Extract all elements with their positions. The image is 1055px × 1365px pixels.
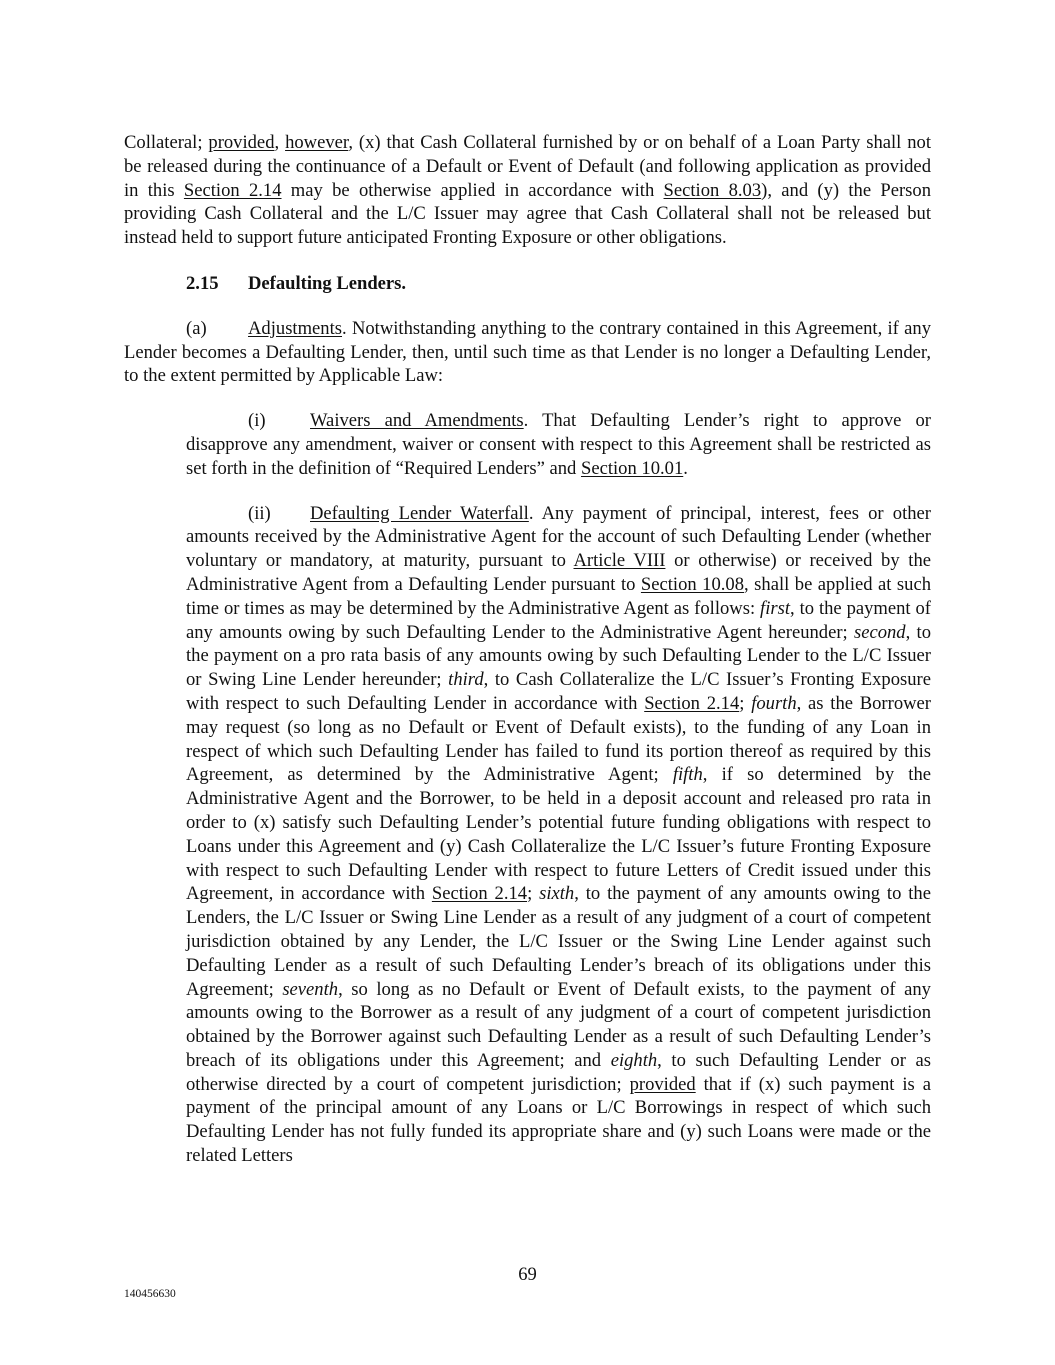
body-text: ; bbox=[527, 883, 540, 905]
continuation-paragraph bbox=[124, 131, 931, 250]
emphasis-text: second bbox=[853, 621, 906, 643]
page-number: 69 bbox=[518, 1264, 537, 1285]
body-text: . bbox=[683, 457, 688, 479]
clause-ii-label: (ii) bbox=[248, 502, 271, 524]
body-text: , to the payment on a pro rata basis of any amounts owing by such Defaulting Lender to the L/C Issuer or Swing Line Lender hereunder; bbox=[186, 621, 931, 691]
subsection-a-label: (a) bbox=[186, 317, 207, 339]
body-text: . That Defaulting Lender’s right to approve or disapprove any amendment, waiver or consent with respect to this Agreement shall be restricted as set forth in the definition of “Required Lenders” and bbox=[186, 410, 931, 479]
body-text: ; bbox=[739, 692, 752, 714]
clause-i-paragraph bbox=[186, 409, 931, 480]
cross-reference: Section 2.14 bbox=[183, 179, 282, 201]
emphasis-text: seventh bbox=[282, 978, 339, 1000]
cross-reference: provided bbox=[629, 1073, 696, 1095]
cross-reference: Section 10.08 bbox=[640, 573, 745, 595]
body-text: , as the Borrower may request (so long as no Default or Event of Default exists), to the funding of any Loan in respect of which such Defaulting Lender has failed to fund its portion thereof as required by this Agreement, as determined by the Administrative Agent; bbox=[186, 692, 931, 786]
body-text: , to the payment of any amounts owing to the Lenders, the L/C Issuer or Swing Line Lender as a result of any judgment of a court of competent jurisdiction obtained by any Lender, the L/C Issuer or the Swing Line Lender against such Defaulting Lender as a result of such Defaulting Lender’s breach of its obligations under this Agreement; bbox=[186, 883, 931, 1000]
emphasis-text: third bbox=[448, 669, 484, 691]
section-number: 2.15 bbox=[186, 272, 219, 294]
body-text: may be otherwise applied in accordance with bbox=[281, 179, 664, 201]
body-text: ), and (y) the Person providing Cash Collateral and the L/C Issuer may agree that Cash Collateral shall not be released but instead held to support future anticipated Fronting Exposure or other obligations. bbox=[124, 179, 931, 249]
body-text: , (x) that Cash Collateral furnished by or on behalf of a Loan Party shall not be released during the continuance of a Default or Event of Default (and following application as provided in this bbox=[124, 132, 932, 201]
cross-reference: Adjustments bbox=[248, 317, 343, 339]
body-text: Collateral; bbox=[124, 132, 209, 153]
clause-ii-text bbox=[186, 503, 931, 1167]
section-title: Defaulting Lenders. bbox=[248, 272, 407, 294]
cross-reference: however bbox=[285, 132, 349, 153]
clause-i-label: (i) bbox=[248, 410, 266, 432]
emphasis-text: sixth bbox=[539, 883, 575, 905]
cross-reference: Section 8.03 bbox=[663, 179, 762, 201]
emphasis-text: fourth bbox=[751, 692, 797, 714]
subsection-a-paragraph bbox=[124, 317, 931, 388]
document-page bbox=[124, 131, 931, 1168]
emphasis-text: fifth bbox=[672, 764, 703, 786]
cross-reference: Section 2.14 bbox=[644, 692, 740, 714]
emphasis-text: eighth bbox=[610, 1049, 658, 1071]
cross-reference: Article VIII bbox=[573, 550, 666, 572]
cross-reference: Waivers and Amendments bbox=[310, 410, 524, 432]
body-text: , to such Defaulting Lender or as otherwise directed by a court of competent jurisdiction; bbox=[186, 1049, 931, 1095]
cross-reference: provided bbox=[208, 132, 275, 153]
body-text: . Notwithstanding anything to the contrary contained in this Agreement, if any Lender becomes a Defaulting Lender, then, until such time as that Lender is no longer a Defaulting Lender, to the extent permitted by Applicable Law: bbox=[124, 317, 931, 387]
body-text: , if so determined by the Administrative Agent and the Borrower, to be held in a deposit account and released pro rata in order to (x) satisfy such Defaulting Lender’s potential future funding obligations with respect to Loans under this Agreement and (y) Cash Collateralize the L/C Issuer’s future Fronting Exposure with respect to such Defaulting Lender with respect to future Letters of Credit issued under this Agreement, in accordance with bbox=[186, 764, 931, 905]
body-text: , to the payment of any amounts owing by such Defaulting Lender to the Administrative Agent hereunder; bbox=[186, 597, 931, 643]
section-heading bbox=[124, 272, 931, 296]
body-text: , bbox=[274, 132, 286, 153]
cross-reference: Defaulting Lender Waterfall bbox=[310, 502, 529, 524]
body-text: that if (x) such payment is a payment of the principal amount of any Loans or L/C Borrowings in respect of which such Defaulting Lender has not fully funded its appropriate share and (y) such Loans were made or the related Letters bbox=[186, 1073, 931, 1167]
body-text: , to Cash Collateralize the L/C Issuer’s Fronting Exposure with respect to such Defaulting Lender in accordance with bbox=[186, 669, 931, 714]
body-text: . Any payment of principal, interest, fees or other amounts received by the Administrative Agent for the account of such Defaulting Lender (whether voluntary or mandatory, at maturity, pursuant to bbox=[186, 502, 931, 572]
body-text: , shall be applied at such time or times as may be determined by the Administrative Agent as follows: bbox=[186, 573, 932, 619]
cross-reference: Section 10.01 bbox=[581, 457, 684, 479]
clause-ii-paragraph bbox=[186, 502, 931, 1168]
emphasis-text: first bbox=[760, 597, 791, 619]
body-text: or otherwise) or received by the Administrative Agent from a Defaulting Lender pursuant to bbox=[186, 550, 931, 595]
cross-reference: Section 2.14 bbox=[431, 883, 528, 905]
document-id: 140456630 bbox=[124, 1288, 176, 1300]
body-text: , so long as no Default or Event of Default exists, to the payment of any amounts owing to the Borrower as a result of any judgment of a court of competent jurisdiction obtained by the Borrower against such Defaulting Lender as a result of such Defaulting Lender’s breach of its obligations under this Agreement; and bbox=[186, 978, 931, 1071]
